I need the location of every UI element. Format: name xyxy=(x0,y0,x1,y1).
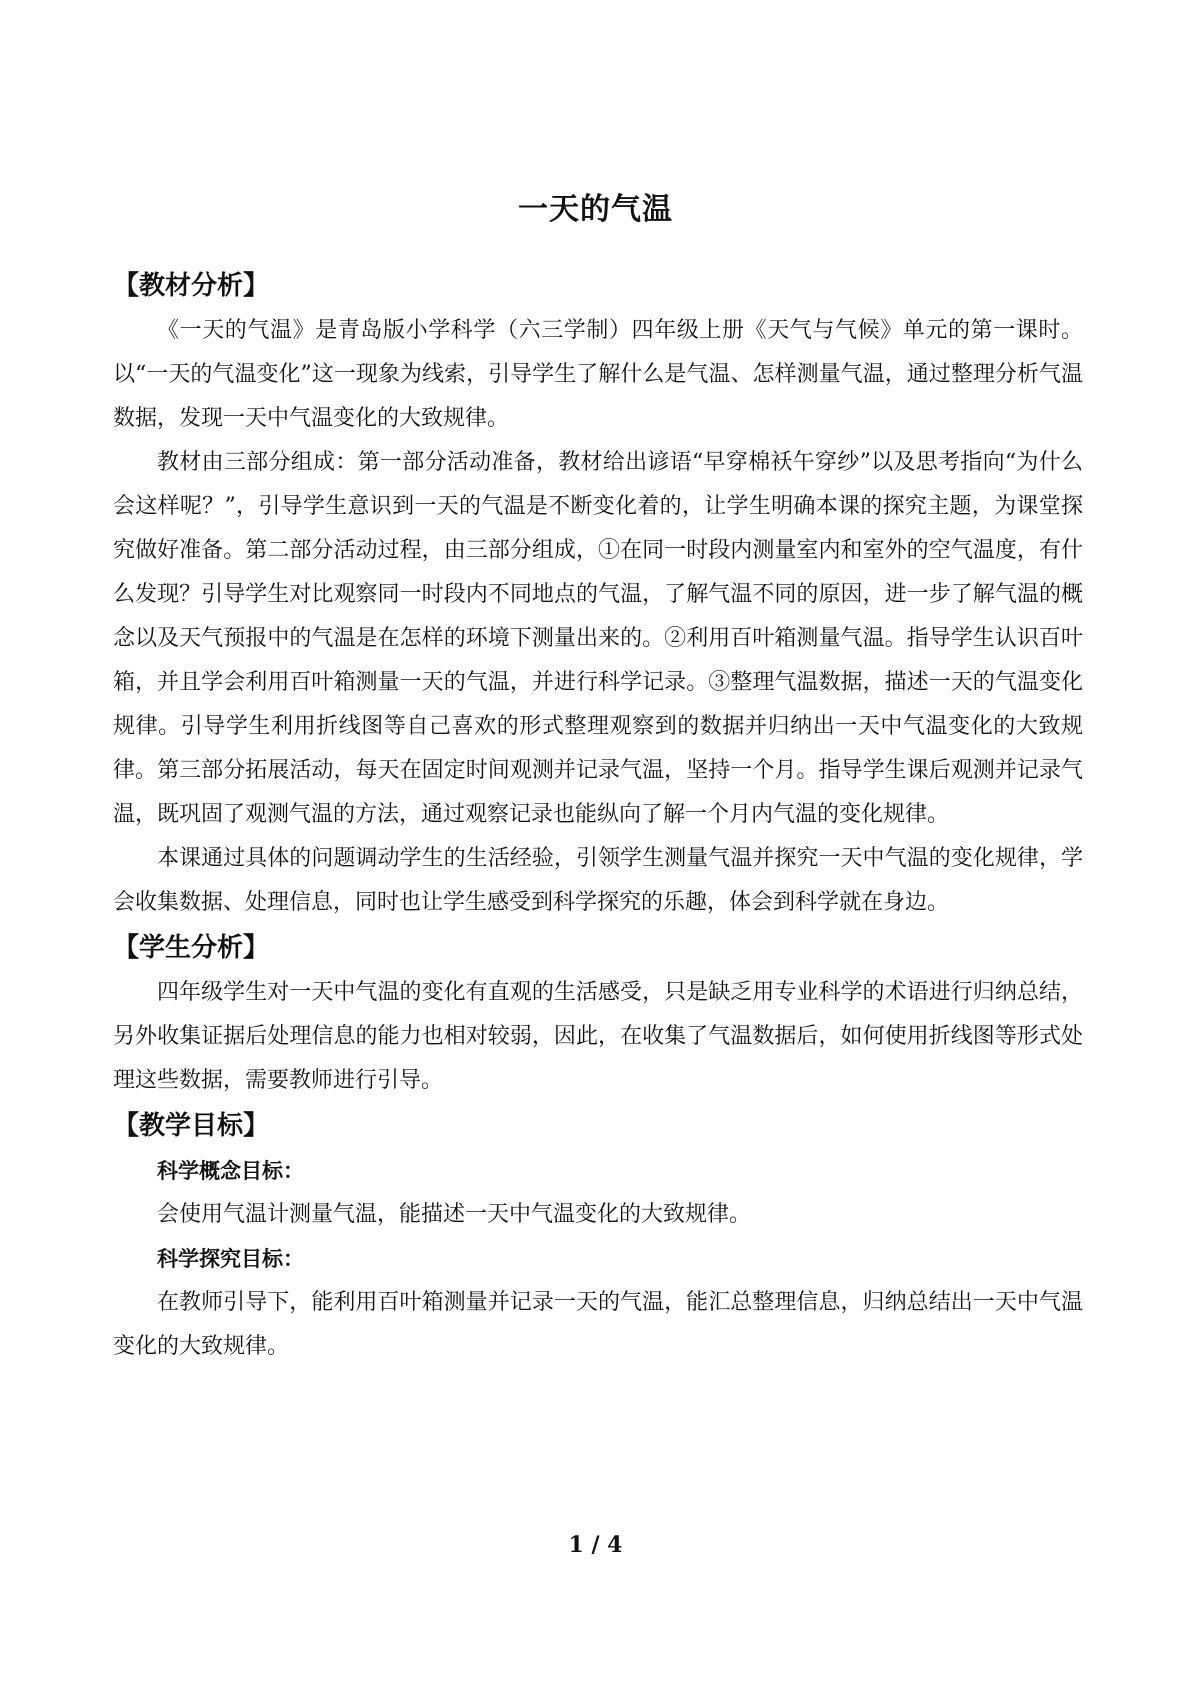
document-body xyxy=(113,263,1083,1369)
section-heading: 【学生分析】 xyxy=(113,933,270,963)
goal-label-science-concept: 科学概念目标： xyxy=(157,1159,304,1183)
paragraph: 四年级学生对一天中气温的变化有直观的生活感受，只是缺乏用专业科学的术语进行归纳总结，另外收集证据后处理信息的能力也相对较弱，因此，在收集了气温数据后，如何使用折线图等形式处理这些数据，需要教师进行引导。 xyxy=(113,980,1083,1093)
section-textbook-analysis xyxy=(113,263,1083,925)
section-heading: 【教材分析】 xyxy=(113,271,270,301)
section-student-analysis xyxy=(113,925,1083,1103)
goal-label-science-inquiry: 科学探究目标： xyxy=(157,1247,304,1271)
paragraph: 《一天的气温》是青岛版小学科学（六三学制）四年级上册《天气与气候》单元的第一课时。以“一天的气温变化”这一现象为线索，引导学生了解什么是气温、怎样测量气温，通过整理分析气温数据，发现一天中气温变化的大致规律。 xyxy=(113,318,1083,431)
section-teaching-goals xyxy=(113,1103,1083,1369)
page-number: 1 / 4 xyxy=(568,1532,623,1558)
section-heading: 【教学目标】 xyxy=(113,1111,270,1141)
goal-text-science-inquiry: 在教师引导下，能利用百叶箱测量并记录一天的气温，能汇总整理信息，归纳总结出一天中气温变化的大致规律。 xyxy=(113,1290,1083,1359)
paragraph: 教材由三部分组成：第一部分活动准备，教材给出谚语“早穿棉袄午穿纱”以及思考指向“为什么会这样呢？”，引导学生意识到一天的气温是不断变化着的，让学生明确本课的探究主题，为课堂探究做好准备。第二部分活动过程，由三部分组成，①在同一时段内测量室内和室外的空气温度，有什么发现？引导学生对比观察同一时段内不同地点的气温，了解气温不同的原因，进一步了解气温的概念以及天气预报中的气温是在怎样的环境下测量出来的。②利用百叶箱测量气温。指导学生认识百叶箱，并且学会利用百叶箱测量一天的气温，并进行科学记录。③整理气温数据，描述一天的气温变化规律。引导学生利用折线图等自己喜欢的形式整理观察到的数据并归纳出一天中气温变化的大致规律。第三部分拓展活动，每天在固定时间观测并记录气温，坚持一个月。指导学生课后观测并记录气温，既巩固了观测气温的方法，通过观察记录也能纵向了解一个月内气温的变化规律。 xyxy=(113,450,1083,827)
paragraph: 本课通过具体的问题调动学生的生活经验，引领学生测量气温并探究一天中气温的变化规律，学会收集数据、处理信息，同时也让学生感受到科学探究的乐趣，体会到科学就在身边。 xyxy=(113,846,1083,915)
document-title: 一天的气温 xyxy=(518,192,673,228)
goal-text-science-concept: 会使用气温计测量气温，能描述一天中气温变化的大致规律。 xyxy=(157,1202,752,1227)
